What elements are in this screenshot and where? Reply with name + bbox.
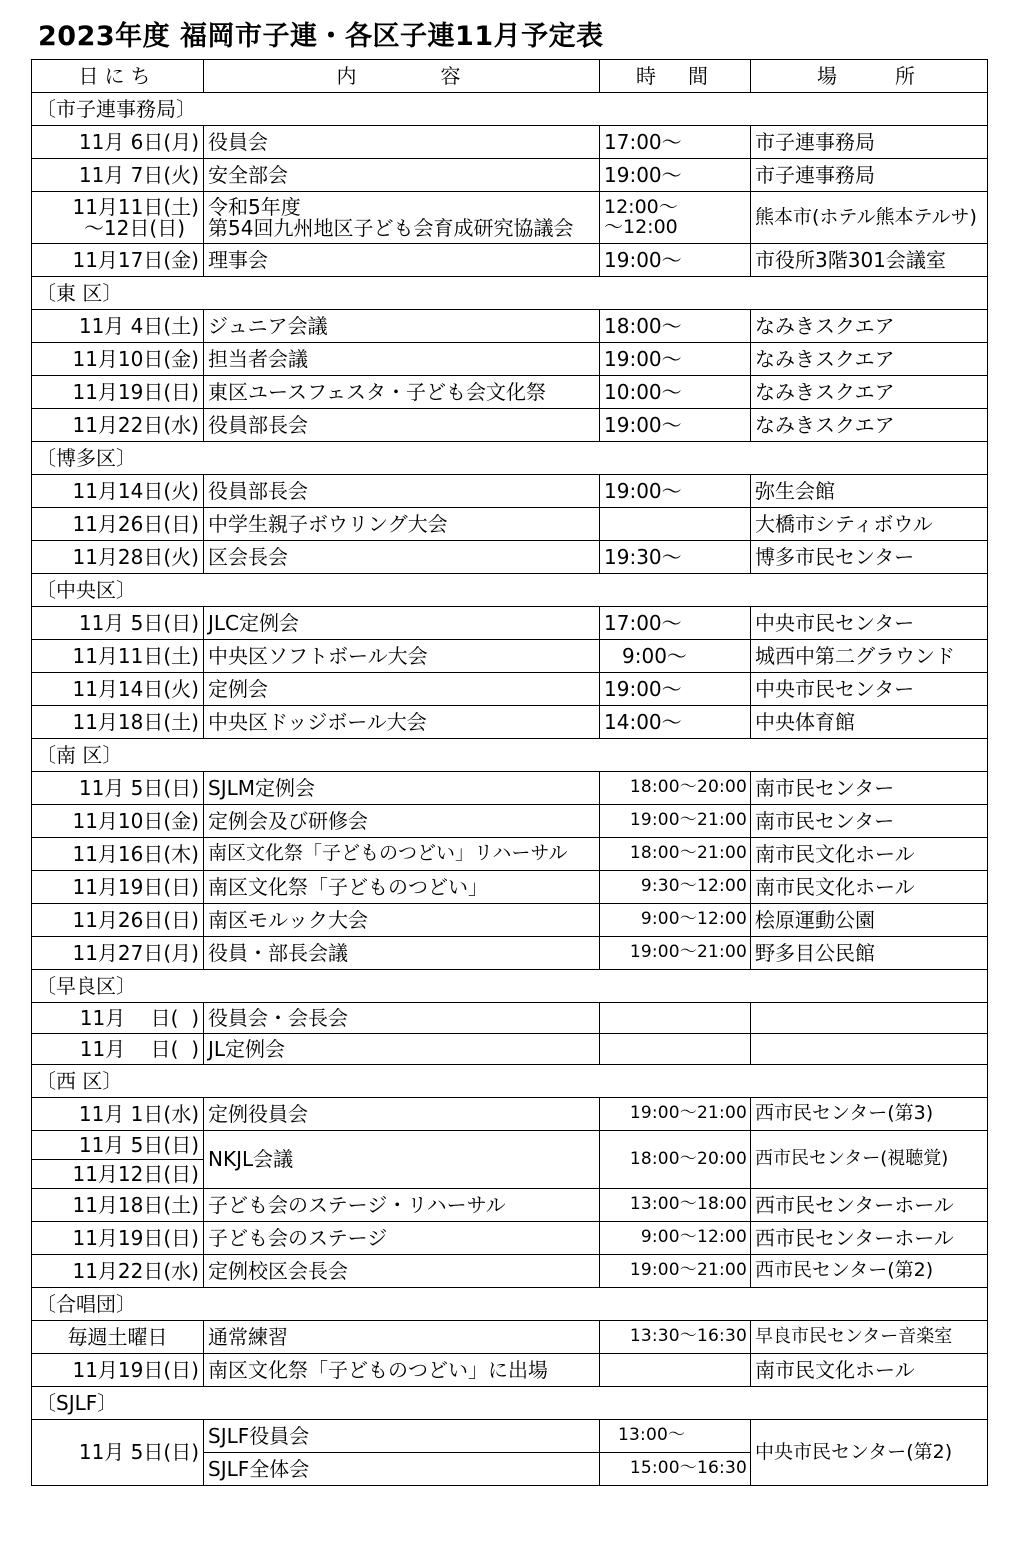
cell-place: 桧原運動公園	[751, 904, 988, 937]
cell-time: 9:00～12:00	[600, 1222, 751, 1255]
cell-date: 11月26日(日)	[32, 508, 204, 541]
cell-place: 博多市民センター	[751, 541, 988, 574]
cell-content: JLC定例会	[204, 607, 600, 640]
cell-place: 西市民センターホール	[751, 1222, 988, 1255]
cell-date: 11月17日(金)	[32, 244, 204, 277]
schedule-table	[31, 59, 988, 1486]
cell-content: 定例会	[204, 673, 600, 706]
cell-date: 11月 6日(月)	[32, 126, 204, 159]
cell-date: 11月 5日(日)	[32, 772, 204, 805]
cell-date: 11月 5日(日)	[32, 1420, 204, 1486]
section-label: 〔南 区〕	[32, 739, 988, 772]
cell-place: なみきスクエア	[751, 310, 988, 343]
cell-place: 弥生会館	[751, 475, 988, 508]
section-row	[32, 93, 988, 126]
cell-date: 11月 4日(土)	[32, 310, 204, 343]
cell-date: 11月19日(日)	[32, 1222, 204, 1255]
cell-time: 19:30～	[600, 541, 751, 574]
date-line: ～12日(日)	[83, 215, 185, 240]
cell-place	[751, 1003, 988, 1034]
cell-date: 11月19日(日)	[32, 871, 204, 904]
cell-time: 18:00～	[600, 310, 751, 343]
cell-content: 担当者会議	[204, 343, 600, 376]
cell-content: SJLM定例会	[204, 772, 600, 805]
section-label: 〔中央区〕	[32, 574, 988, 607]
cell-place: なみきスクエア	[751, 409, 988, 442]
table-row	[32, 1354, 988, 1387]
table-row	[32, 310, 988, 343]
table-row	[32, 706, 988, 739]
cell-content: 区会長会	[204, 541, 600, 574]
table-row	[32, 376, 988, 409]
cell-date: 11月11日(土)	[32, 640, 204, 673]
table-row	[32, 1131, 988, 1160]
table-row	[32, 508, 988, 541]
cell-date: 11月19日(日)	[32, 1354, 204, 1387]
table-row	[32, 838, 988, 871]
cell-content: 南区文化祭「子どものつどい」リハーサル	[204, 838, 600, 871]
header-content: 内 容	[204, 60, 600, 93]
cell-date: 11月10日(金)	[32, 805, 204, 838]
cell-date	[32, 192, 204, 244]
cell-time	[600, 1354, 751, 1387]
section-label: 〔SJLF〕	[32, 1387, 988, 1420]
cell-time: 15:00～16:30	[600, 1453, 751, 1486]
cell-time: 9:30～12:00	[600, 871, 751, 904]
table-row	[32, 126, 988, 159]
cell-time: 13:00～18:00	[600, 1189, 751, 1222]
cell-content: 役員・部長会議	[204, 937, 600, 970]
table-row	[32, 475, 988, 508]
cell-content: JL定例会	[204, 1034, 600, 1065]
cell-content: 子ども会のステージ	[204, 1222, 600, 1255]
table-row	[32, 244, 988, 277]
cell-time	[600, 1034, 751, 1065]
cell-time: 19:00～21:00	[600, 1255, 751, 1288]
cell-content: 東区ユースフェスタ・子ども会文化祭	[204, 376, 600, 409]
table-row	[32, 1321, 988, 1354]
table-row	[32, 541, 988, 574]
table-row	[32, 1003, 988, 1034]
cell-date: 11月27日(月)	[32, 937, 204, 970]
cell-place: 中央市民センター(第2)	[751, 1420, 988, 1486]
section-row	[32, 442, 988, 475]
cell-content: SJLF全体会	[204, 1453, 600, 1486]
cell-place: 大橋市シティボウル	[751, 508, 988, 541]
cell-date: 11月14日(火)	[32, 475, 204, 508]
cell-content: NKJL会議	[204, 1131, 600, 1189]
cell-time: 18:00～20:00	[600, 772, 751, 805]
cell-date: 11月10日(金)	[32, 343, 204, 376]
cell-place: 南市民文化ホール	[751, 871, 988, 904]
cell-content: 安全部会	[204, 159, 600, 192]
cell-content: 中央区ソフトボール大会	[204, 640, 600, 673]
cell-place: 南市民センター	[751, 772, 988, 805]
cell-time: 19:00～21:00	[600, 805, 751, 838]
cell-time: 17:00～	[600, 126, 751, 159]
cell-date: 11月22日(水)	[32, 1255, 204, 1288]
header-time: 時 間	[600, 60, 751, 93]
cell-time: 19:00～21:00	[600, 937, 751, 970]
cell-content: 役員会	[204, 126, 600, 159]
cell-content: 南区文化祭「子どものつどい」	[204, 871, 600, 904]
cell-time: 13:30～16:30	[600, 1321, 751, 1354]
cell-date: 11月28日(火)	[32, 541, 204, 574]
cell-time: 19:00～	[600, 343, 751, 376]
table-row	[32, 159, 988, 192]
section-label: 〔合唱団〕	[32, 1288, 988, 1321]
cell-place: 西市民センター(視聴覚)	[751, 1131, 988, 1189]
cell-time: 14:00～	[600, 706, 751, 739]
cell-content: 理事会	[204, 244, 600, 277]
table-row	[32, 937, 988, 970]
table-row	[32, 1255, 988, 1288]
cell-place: 中央市民センター	[751, 607, 988, 640]
cell-place: 熊本市(ホテル熊本テルサ)	[751, 192, 988, 244]
content-line: 令和5年度	[208, 194, 301, 219]
cell-content: 定例校区会長会	[204, 1255, 600, 1288]
time-line: 12:00～	[604, 195, 678, 218]
cell-place: 早良市民センター音楽室	[751, 1321, 988, 1354]
cell-date: 11月26日(日)	[32, 904, 204, 937]
table-header-row	[32, 60, 988, 93]
content-line: 第54回九州地区子ども会育成研究協議会	[208, 215, 574, 240]
cell-time: 19:00～	[600, 244, 751, 277]
table-row	[32, 805, 988, 838]
cell-time: 19:00～	[600, 475, 751, 508]
cell-content: SJLF役員会	[204, 1420, 600, 1453]
table-row	[32, 772, 988, 805]
cell-content: 役員会・会長会	[204, 1003, 600, 1034]
cell-date: 11月 5日(日)	[32, 607, 204, 640]
table-row	[32, 192, 988, 244]
cell-place: 中央市民センター	[751, 673, 988, 706]
cell-place: 市役所3階301会議室	[751, 244, 988, 277]
cell-time: 19:00～	[600, 409, 751, 442]
cell-date: 11月18日(土)	[32, 1189, 204, 1222]
section-row	[32, 1065, 988, 1098]
cell-content: 役員部長会	[204, 409, 600, 442]
section-row	[32, 277, 988, 310]
cell-date: 11月18日(土)	[32, 706, 204, 739]
cell-place: なみきスクエア	[751, 376, 988, 409]
cell-time: 18:00～21:00	[600, 838, 751, 871]
cell-time: 19:00～	[600, 673, 751, 706]
cell-place: 中央体育館	[751, 706, 988, 739]
cell-content: 通常練習	[204, 1321, 600, 1354]
section-label: 〔東 区〕	[32, 277, 988, 310]
cell-time	[600, 508, 751, 541]
table-row	[32, 1189, 988, 1222]
cell-time: 10:00～	[600, 376, 751, 409]
cell-place: 野多目公民館	[751, 937, 988, 970]
section-row	[32, 1387, 988, 1420]
cell-time: 17:00～	[600, 607, 751, 640]
cell-place: 南市民文化ホール	[751, 838, 988, 871]
header-place: 場 所	[751, 60, 988, 93]
cell-date: 11月 7日(火)	[32, 159, 204, 192]
cell-place: 西市民センター(第3)	[751, 1098, 988, 1131]
cell-date: 11月19日(日)	[32, 376, 204, 409]
section-row	[32, 574, 988, 607]
cell-time: 9:00～	[600, 640, 751, 673]
date-line: 11月11日(土)	[72, 194, 199, 219]
cell-date: 11月 5日(日)	[32, 1131, 204, 1160]
cell-place: 南市民センター	[751, 805, 988, 838]
cell-content: 南区文化祭「子どものつどい」に出場	[204, 1354, 600, 1387]
table-row	[32, 409, 988, 442]
cell-time: 19:00～21:00	[600, 1098, 751, 1131]
cell-date: 11月 日( )	[32, 1003, 204, 1034]
cell-content: 中学生親子ボウリング大会	[204, 508, 600, 541]
cell-content: 役員部長会	[204, 475, 600, 508]
cell-place: 市子連事務局	[751, 159, 988, 192]
section-label: 〔西 区〕	[32, 1065, 988, 1098]
table-row	[32, 871, 988, 904]
table-row	[32, 673, 988, 706]
cell-place: 南市民文化ホール	[751, 1354, 988, 1387]
section-row	[32, 970, 988, 1003]
section-row	[32, 739, 988, 772]
cell-time: 19:00～	[600, 159, 751, 192]
section-label: 〔博多区〕	[32, 442, 988, 475]
cell-time: 18:00～20:00	[600, 1131, 751, 1189]
cell-date: 11月12日(日)	[32, 1160, 204, 1189]
cell-place: なみきスクエア	[751, 343, 988, 376]
cell-place: 城西中第二グラウンド	[751, 640, 988, 673]
cell-place	[751, 1034, 988, 1065]
cell-place: 西市民センター(第2)	[751, 1255, 988, 1288]
cell-time: 13:00～	[600, 1420, 751, 1453]
table-row	[32, 1098, 988, 1131]
cell-time	[600, 1003, 751, 1034]
cell-place: 西市民センターホール	[751, 1189, 988, 1222]
table-row	[32, 1034, 988, 1065]
table-row	[32, 1222, 988, 1255]
cell-date: 11月22日(水)	[32, 409, 204, 442]
cell-time: 9:00～12:00	[600, 904, 751, 937]
cell-content	[204, 192, 600, 244]
cell-content: 定例役員会	[204, 1098, 600, 1131]
page-title: 2023年度 福岡市子連・各区子連11月予定表	[38, 21, 604, 52]
cell-date: 11月 1日(水)	[32, 1098, 204, 1131]
cell-time	[600, 192, 751, 244]
cell-date: 11月14日(火)	[32, 673, 204, 706]
section-label: 〔市子連事務局〕	[32, 93, 988, 126]
table-row	[32, 1420, 988, 1453]
cell-content: 定例会及び研修会	[204, 805, 600, 838]
section-row	[32, 1288, 988, 1321]
table-row	[32, 904, 988, 937]
cell-date: 11月16日(木)	[32, 838, 204, 871]
table-row	[32, 640, 988, 673]
cell-content: 子ども会のステージ・リハーサル	[204, 1189, 600, 1222]
table-row	[32, 607, 988, 640]
header-date: 日にち	[32, 60, 204, 93]
cell-place: 市子連事務局	[751, 126, 988, 159]
section-label: 〔早良区〕	[32, 970, 988, 1003]
cell-date: 毎週土曜日	[32, 1321, 204, 1354]
table-row	[32, 343, 988, 376]
cell-content: 南区モルック大会	[204, 904, 600, 937]
cell-date: 11月 日( )	[32, 1034, 204, 1065]
cell-content: 中央区ドッジボール大会	[204, 706, 600, 739]
time-line: ～12:00	[604, 215, 678, 238]
cell-content: ジュニア会議	[204, 310, 600, 343]
